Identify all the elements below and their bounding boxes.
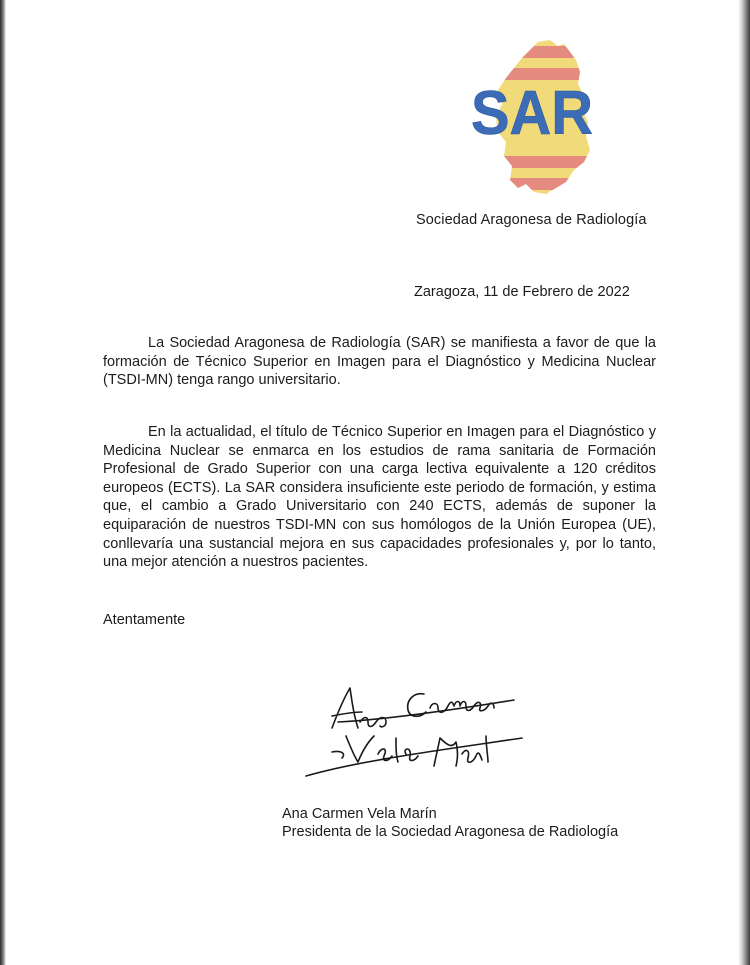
letter-date: Zaragoza, 11 de Febrero de 2022: [414, 284, 630, 300]
body-paragraph-2: En la actualidad, el título de Técnico Superior en Imagen para el Diagnóstico y Medicina Nuclear se enmarca en los estudios de rama sanitaria de Formación Profesional de Grado Superior con una carga lectiva equivalente a 120 créditos europeos (ECTS). La SAR considera insuficiente este periodo de formación, y estima que, el cambio a Grado Universitario con 240 ECTS, además de suponer la equiparación de nuestros TSDI-MN con sus homólogos de la Unión Europea (UE), conllevaría una sustancial mejora en sus capacidades profesionales y, por lo tanto, una mejor atención a nuestros pacientes.: [103, 424, 656, 571]
closing-salutation: Atentamente: [103, 612, 186, 628]
scan-edge-right: [738, 0, 750, 965]
logo-text: SAR: [471, 79, 593, 148]
signer-name: Ana Carmen Vela Marín: [282, 806, 437, 822]
sar-logo: [468, 38, 600, 198]
organization-name: Sociedad Aragonesa de Radiología: [416, 212, 647, 228]
body-paragraph-1: La Sociedad Aragonesa de Radiología (SAR) se manifiesta a favor de que la formación de Técnico Superior en Imagen para el Diagnóstico y Medicina Nuclear (TSDI-MN) tenga rango universitario.: [103, 335, 656, 389]
handwritten-signature: [302, 676, 532, 786]
signer-title: Presidenta de la Sociedad Aragonesa de Radiología: [282, 824, 619, 840]
scan-edge-left: [0, 0, 6, 965]
